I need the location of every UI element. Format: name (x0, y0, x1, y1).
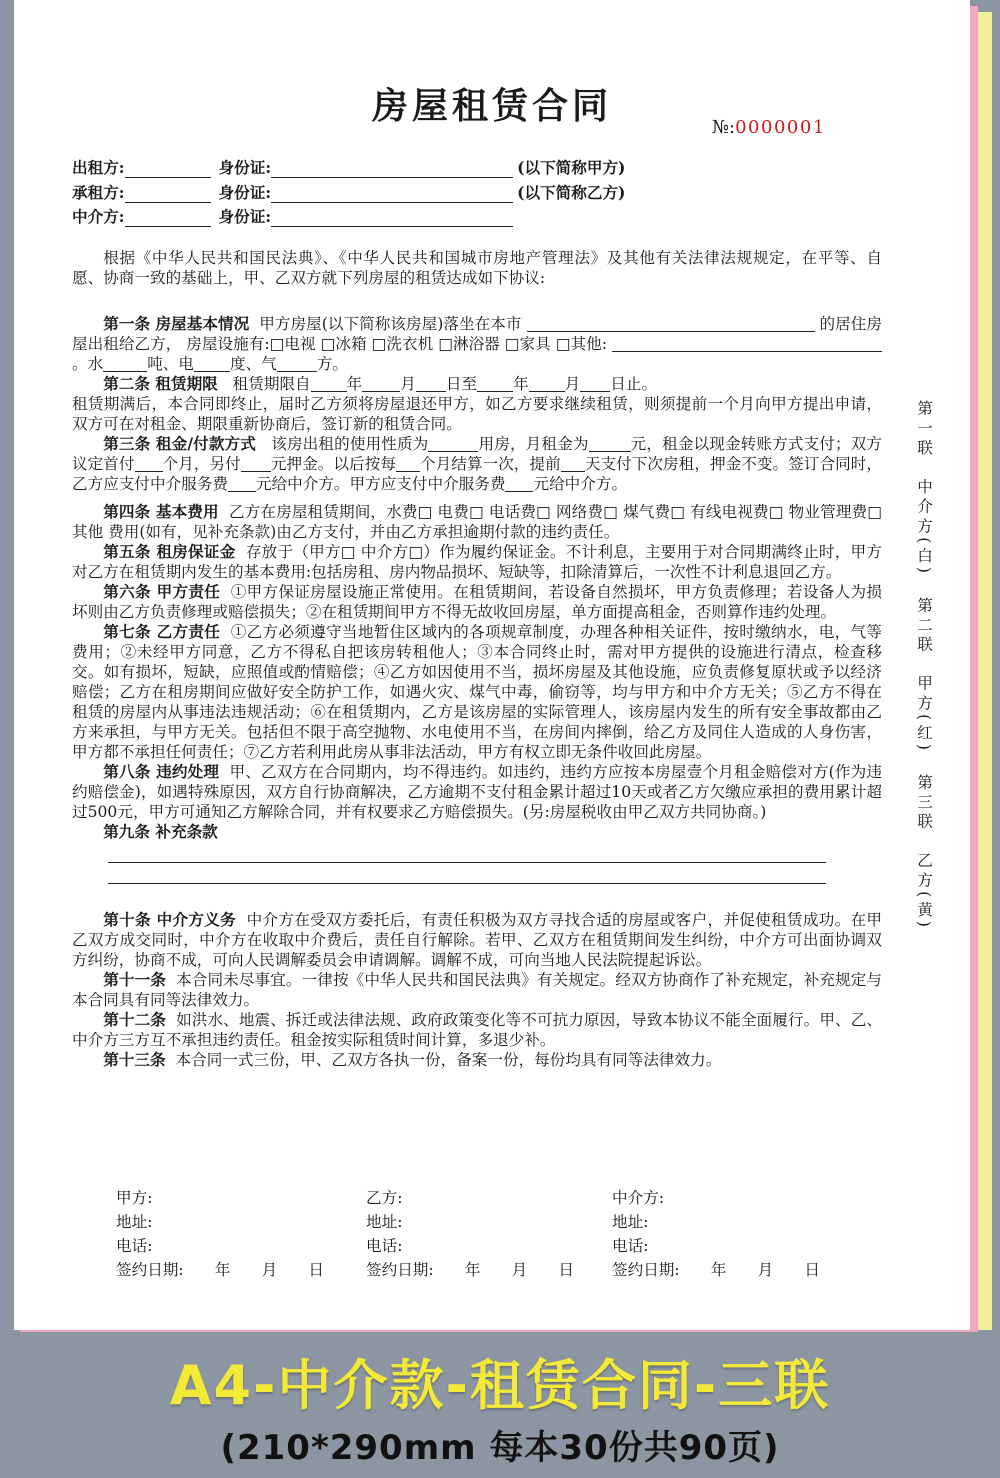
signature-address: 地址: (612, 1213, 649, 1231)
signature-date: 签约日期: 年 月 日 (116, 1261, 324, 1279)
signature-date: 签约日期: 年 月 日 (612, 1261, 820, 1279)
article-title: 第三条 租金/付款方式 (103, 434, 256, 453)
rent-blank[interactable] (589, 436, 631, 452)
number-prefix: №: (712, 117, 736, 138)
day-blank[interactable] (580, 376, 610, 392)
signature-date: 签约日期: 年 月 日 (366, 1261, 574, 1279)
copy-distribution-note: 第一联 中介方(白) 第二联 甲方(红) 第三联 乙方(黄) (915, 400, 933, 931)
contract-body (72, 248, 882, 1070)
product-banner: A4-中介款-租赁合同-三联 (169, 1354, 831, 1417)
water-blank[interactable] (103, 356, 147, 372)
signature-landlord (116, 1186, 324, 1282)
article-5: 第五条 租房保证金 存放于（甲方□ 中介方□）作为履约保证金。不计利息，主要用于对合同期满终止时，甲方对乙方在租赁期内发生的基本费用:包括房租、房内物品损坏、短缺等，扣除清算后，一次性不计利息退回乙方。 (72, 542, 882, 581)
party-label: 出租方: (72, 158, 125, 177)
contract-title: 房屋租赁合同 (371, 85, 612, 127)
name-blank[interactable] (125, 186, 211, 203)
article-title: 第十一条 (103, 970, 166, 989)
signature-address: 地址: (116, 1213, 153, 1231)
number-value: 0000001 (735, 117, 826, 138)
signature-tenant (366, 1186, 574, 1282)
article-title: 第九条 补充条款 (103, 822, 218, 841)
article-8: 第八条 违约处理 甲、乙双方在合同期内，均不得违约。如违约，违约方应按本房屋壹个月租金赔偿对方(作为违约赔偿金)，如遇特殊原因，双方自行协商解决，乙方逾期不支付租金累计超过10天或者乙方欠缴应承担的费用累计超过500元，甲方可通知乙方解除合同，并有权要求乙方赔偿损失。(另:房屋税收由甲乙双方共同协商。) (72, 762, 882, 821)
article-title: 第八条 违约处理 (103, 762, 220, 781)
supplement-line-2[interactable] (108, 863, 826, 884)
signature-party: 乙方: (366, 1189, 403, 1207)
signature-address: 地址: (366, 1213, 403, 1231)
contract-document (14, 0, 970, 1330)
article-9 (72, 822, 882, 842)
id-label: 身份证: (218, 158, 272, 177)
article-7: 第七条 乙方责任 ①乙方必须遵守当地暂住区域内的各项规章制度，办理各种相关证件，按时缴纳水，电，气等费用；②未经甲方同意，乙方不得私自把该房转租他人；③本合同终止时，需对甲方提供的设施进行清点，检查移交。如有损坏，短缺，应照值或酌情赔偿；④乙方如因使用不当，损坏房屋及其他设施，应负责修复原状或予以经济赔偿；乙方在租房期间应做好安全防护工作，如遇火灾、煤气中毒，偷窃等，均与甲方和中介方无关；⑤乙方不得在租赁的房屋内从事违法违规活动；⑥在租赁期内，乙方是该房屋的实际管理人，该房屋内发生的所有安全事故都由乙方来承担，与甲方无关。包括但不限于高空抛物、水电使用不当，在房间内摔倒，给乙方及同住人造成的人身伤害，甲方都不承担任何责任；⑦乙方若利用此房从事非法活动，甲方有权立即无条件收回此房屋。 (72, 622, 882, 761)
year-blank[interactable] (311, 376, 347, 392)
other-blank[interactable] (612, 336, 702, 352)
contract-number (712, 116, 826, 140)
other-blank-2[interactable] (702, 336, 882, 352)
article-12: 第十二条 如洪水、地震、拆迁或法律法规、政府政策变化等不可抗力原因，导致本协议不能全面履行。甲、乙、中介方三方互不承担违约责任。租金按实际租赁时间计算，多退少补。 (72, 1010, 882, 1049)
id-blank[interactable] (271, 186, 513, 203)
landlord-fee-blank[interactable] (505, 476, 533, 492)
month-blank[interactable] (362, 376, 400, 392)
article-1: 第一条 房屋基本情况 甲方房屋(以下简称该房屋)落坐在本市 的居住房屋出租给乙方， 房屋设施有:□电视 □冰箱 □洗衣机 □淋浴器 □家具 □其他: 。水 吨、电 度、气 方。 (72, 314, 882, 373)
signature-phone: 电话: (612, 1237, 649, 1255)
article-6: 第六条 甲方责任 ①甲方保证房屋设施正常使用。在租赁期间，若设备自然损坏，甲方负责修理；若设备人为损坏则由乙方负责修理或赔偿损失；②在租赁期间甲方不得无故收回房屋，单方面提高租金，否则算作违约处理。 (72, 582, 882, 621)
tenant-fee-blank[interactable] (228, 476, 256, 492)
name-blank[interactable] (125, 210, 211, 227)
party-label: 承租方: (72, 183, 125, 202)
signature-party: 中介方: (612, 1189, 665, 1207)
party-row-agent (72, 207, 513, 229)
days-blank[interactable] (561, 456, 585, 472)
article-title: 第五条 租房保证金 (103, 542, 236, 561)
article-title: 第七条 乙方责任 (103, 622, 221, 641)
article-10: 第十条 中介方义务 中介方在受双方委托后，有责任积极为双方寻找合适的房屋或客户，并促使租赁成功。在甲乙双方成交同时，中介方在收取中介费后，责任自行解除。若甲、乙双方在租赁期间发生纠纷，中介方可出面协调双方纠纷，协商不成，可向人民调解委员会申请调解。调解不成，可向当地人民法院提起诉讼。 (72, 910, 882, 969)
article-title: 第十三条 (103, 1050, 166, 1069)
article-title: 第四条 基本费用 (103, 502, 219, 521)
year-blank[interactable] (477, 376, 513, 392)
cycle-blank[interactable] (396, 456, 420, 472)
id-blank[interactable] (271, 161, 513, 178)
article-2-body: 租赁期满后，本合同即终止，届时乙方须将房屋退还甲方，如乙方要求继续租赁，则须提前一个月向甲方提出申请，双方可在对租金、期限重新协商后，签订新的租赁合同。 (72, 395, 882, 433)
party-row-landlord (72, 158, 625, 180)
name-blank[interactable] (125, 161, 211, 178)
article-13: 第十三条 本合同一式三份，甲、乙双方各执一份，备案一份，每份均具有同等法律效力。 (103, 1050, 722, 1069)
product-spec: (210*290mm 每本30份共90页) (220, 1428, 780, 1468)
address-blank[interactable] (527, 316, 815, 332)
party-row-tenant (72, 183, 625, 205)
party-label: 中介方: (72, 207, 125, 226)
article-4: 第四条 基本费用 乙方在房屋租赁期间，水费□ 电费□ 电话费□ 网络费□ 煤气费□ 有线电视费□ 物业管理费□ 其他 费用(如有，见补充条款)由乙方支付，并由乙方承担逾期付款的违约责任。 (72, 502, 883, 541)
id-label: 身份证: (218, 183, 272, 202)
id-blank[interactable] (271, 210, 513, 227)
month-blank[interactable] (529, 376, 565, 392)
day-blank[interactable] (416, 376, 446, 392)
article-title: 第六条 甲方责任 (103, 582, 221, 601)
electric-blank[interactable] (194, 356, 230, 372)
signature-phone: 电话: (366, 1237, 403, 1255)
article-3: 第三条 租金/付款方式 该房出租的使用性质为 用房，月租金为 元，租金以现金转账方式支付；双方议定首付 个月，另付 元押金。以后按每 个月结算一次，提前 天支付下次房租，押金不变。签订合同时，乙方应支付中介服务费 元给中介方。甲方应支付中介服务费 元给中介方。 (72, 434, 882, 493)
signature-phone: 电话: (116, 1237, 153, 1255)
article-title: 第十条 中介方义务 (103, 910, 237, 929)
party-note: (以下简称乙方) (517, 183, 626, 202)
article-title: 第十二条 (103, 1010, 166, 1029)
supplement-line-1[interactable] (108, 842, 826, 863)
party-note: (以下简称甲方) (517, 158, 626, 177)
article-title: 第二条 租赁期限 (103, 374, 218, 393)
signature-party: 甲方: (116, 1189, 153, 1207)
article-2: 第二条 租赁期限 租赁期限自 年 月 日至 年 月 日止。 (103, 374, 658, 393)
article-11: 第十一条 本合同未尽事宜。一律按《中华人民共和国民法典》有关规定。经双方协商作了补充规定，补充规定与本合同具有同等法律效力。 (72, 970, 882, 1009)
usage-blank[interactable] (428, 436, 478, 452)
intro-paragraph: 根据《中华人民共和国民法典》、《中华人民共和国城市房地产管理法》及其他有关法律法规规定，在平等、自愿、协商一致的基础上，甲、乙双方就下列房屋的租赁达成如下协议: (72, 249, 882, 287)
gas-blank[interactable] (277, 356, 317, 372)
id-label: 身份证: (218, 207, 272, 226)
first-pay-blank[interactable] (135, 456, 163, 472)
signature-agent (612, 1186, 820, 1282)
deposit-blank[interactable] (241, 456, 271, 472)
article-title: 第一条 房屋基本情况 (103, 314, 250, 333)
